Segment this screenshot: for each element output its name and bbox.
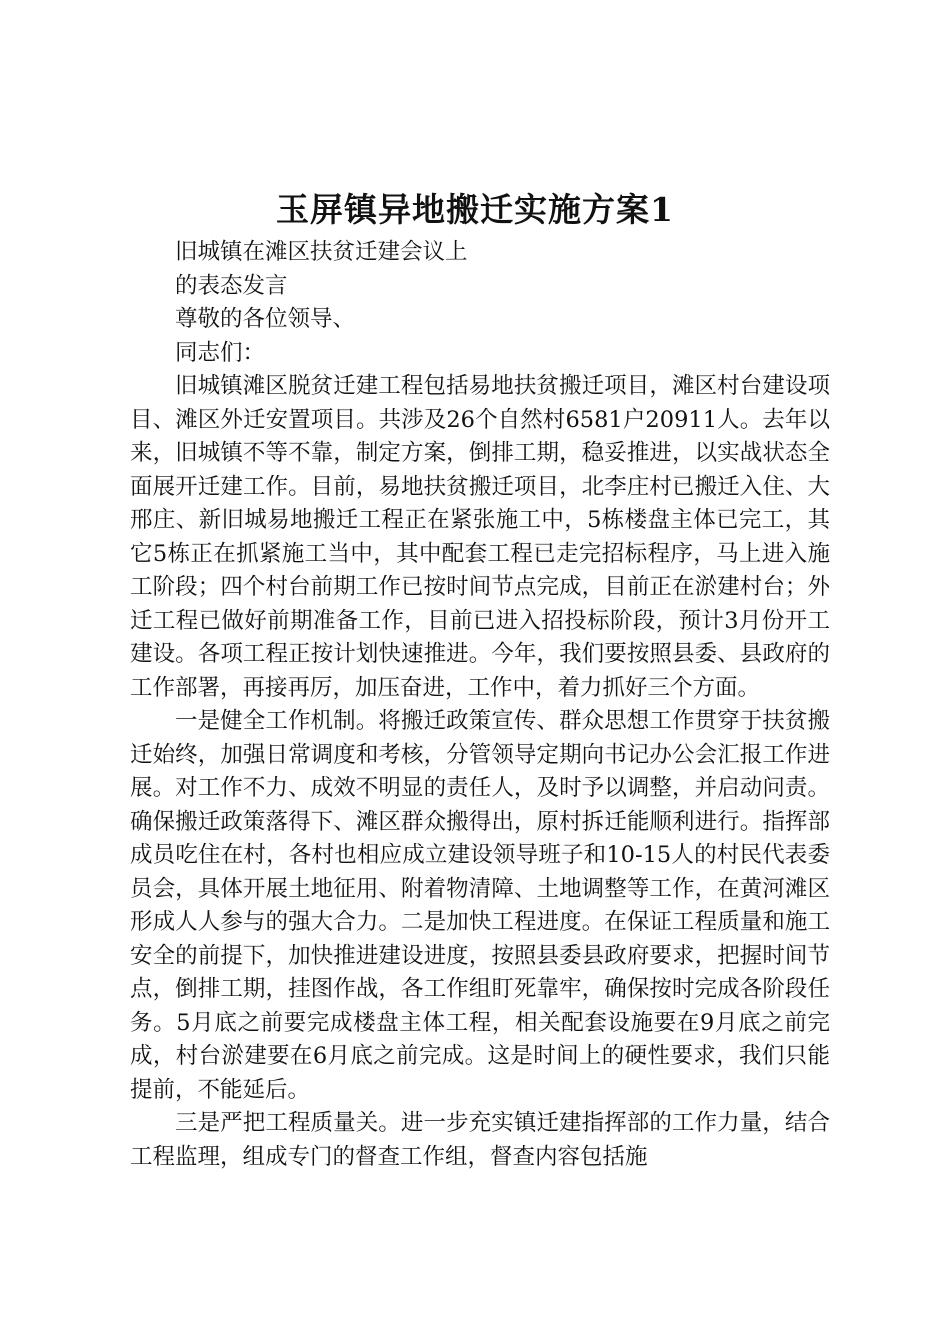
paragraph-salutation: 尊敬的各位领导、 <box>175 306 356 332</box>
paragraph-mechanism-and-progress: 一是健全工作机制。将搬迁政策宣传、群众思想工作贯穿于扶贫搬迁始终，加强日常调度和考核，分管领导定期向书记办公会汇报工作进展。对工作不力、成效不明显的责任人，及时予以调整，并启动问责。确保搬迁政策落得下、滩区群众搬得出，原村拆迁能顺利进行。指挥部成员吃住在村，各村也相应成立建设领导班子和10-15人的村民代表委员会，具体开展土地征用、附着物清障、土地调整等工作，在黄河滩区形成人人参与的强大合力。二是加快工程进度。在保证工程质量和施工安全的前提下，加快推进建设进度，按照县委县政府要求，把握时间节点，倒排工期，挂图作战，各工作组盯死靠牢，确保按时完成各阶段任务。5月底之前要完成楼盘主体工程，相关配套设施要在9月底之前完成，村台淤建要在6月底之前完成。这是时间上的硬性要求，我们只能提前，不能延后。 <box>130 708 830 1103</box>
paragraph-speech-type: 的表态发言 <box>175 272 288 299</box>
paragraph-overview: 旧城镇滩区脱贫迁建工程包括易地扶贫搬迁项目，滩区村台建设项目、滩区外迁安置项目。共涉及26个自然村6581户20911人。去年以来，旧城镇不等不靠，制定方案，倒排工期，稳妥推进，以实战状态全面展开迁建工作。目前，易地扶贫搬迁项目，北李庄村已搬迁入住、大邢庄、新旧城易地搬迁工程正在紧张施工中，5栋楼盘主体已完工，其它5栋正在抓紧施工当中，其中配套工程已走完招标程序，马上进入施工阶段；四个村台前期工作已按时间节点完成，目前正在淤建村台；外迁工程已做好前期准备工作，目前已进入招投标阶段，预计3月份开工建设。各项工程正按计划快速推进。今年，我们要按照县委、县政府的工作部署，再接再厉，加压奋进，工作中，着力抓好三个方面。 <box>130 373 830 701</box>
paragraph-quality-control: 三是严把工程质量关。进一步充实镇迁建指挥部的工作力量，结合工程监理，组成专门的督查工作组，督查内容包括施 <box>130 1110 830 1170</box>
paragraph-salutation-comrades: 同志们： <box>175 339 266 366</box>
document-body <box>130 236 830 1174</box>
document-title: 玉屏镇异地搬迁实施方案1 <box>276 190 674 229</box>
paragraph-meeting-name: 旧城镇在滩区扶贫迁建会议上 <box>175 239 468 265</box>
